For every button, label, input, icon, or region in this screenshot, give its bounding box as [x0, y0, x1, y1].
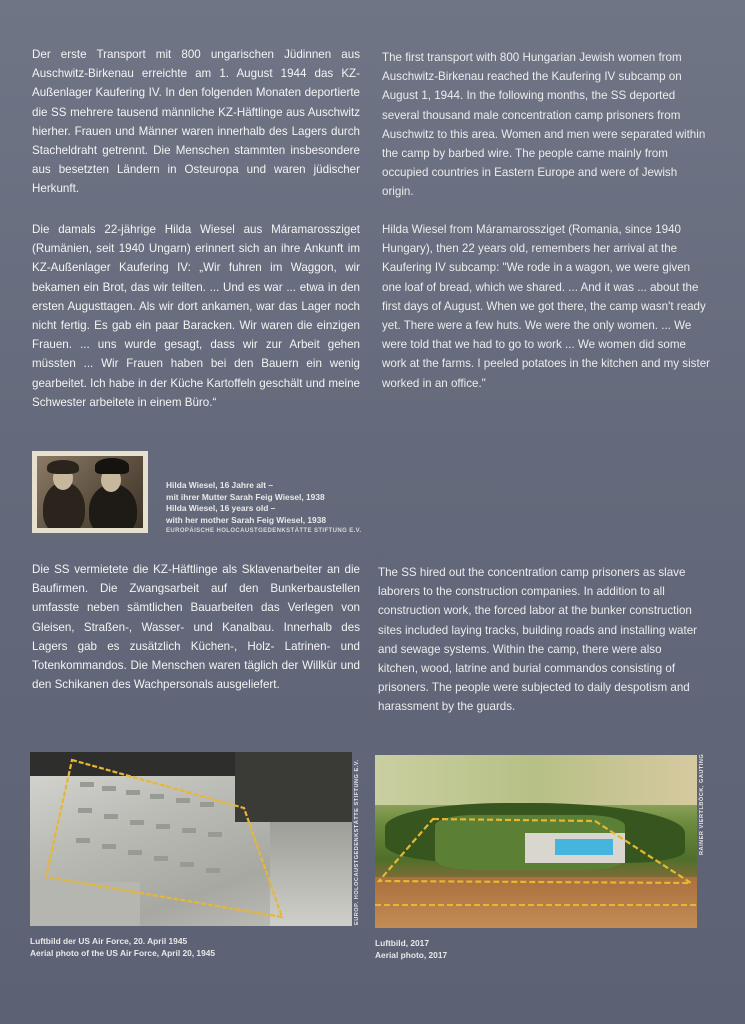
aerial-2017-credit: RAINER VIERTLBÖCK, GAUTING	[699, 753, 705, 855]
forced-labor-text-german: Die SS vermietete die KZ-Häftlinge als Sklavenarbeiter an die Baufirmen. Die Zwangsarbeit auf den Bunkerbaustellen umfasste neben sämtlichen Bauarbeiten das Verlegen von Gleisen, Straßen-, Wasser- und Kanalbau. Innerhalb des Lagers gab es zusätzlich Küchen-, Holz- Latrinen- und Totenkommandos. Die Menschen waren täglich der Willkür und den Schikanen des Wachpersonals ausgeliefert.	[32, 563, 360, 692]
testimony-text-german: Die damals 22-jährige Hilda Wiesel aus Máramarossziget (Rumänien, seit 1940 Ungarn) erinnert sich an ihre Ankunft im KZ-Außenlager Kaufering IV: „Wir fuhren im Waggon, wir bekamen ein Brot, das wir teilten. ... Und es war ... etwa in den ersten Augusttagen. Als wir dort ankamen, war das Lager noch nicht fertig. Es gab ein paar Baracken. Wir waren die einzigen Frauen. ... uns wurde gesagt, dass wir zur Arbeit gehen müssten ... Wir Frauen haben bei den Bauern ein wenig gearbeitet. Ich habe in der Küche Kartoffeln geschält und meine Schwester arbeitete in einem Büro.“	[32, 223, 360, 409]
aerial-1945-credit: EUROP. HOLOCAUSTGEDENKSTÄTTE STIFTUNG E.V.	[354, 759, 360, 925]
portrait-caption-en-line1: Hilda Wiesel, 16 years old –	[166, 503, 276, 514]
testimony-text-english: Hilda Wiesel from Máramarossziget (Romania, since 1940 Hungary), then 22 years old, remembers her arrival at the Kaufering IV subcamp: "We rode in a wagon, we were given one loaf of bread, which we shared. ... And it was ... about the first days of August. When we got there, the camp wasn't ready yet. There were a few huts. We were the only women. ... We were told that we had to go to work ... We women did some work at the farms. I peeled potatoes in the kitchen and my sister worked in an office."	[382, 223, 711, 390]
aerial-2017-caption-en: Aerial photo, 2017	[375, 949, 448, 960]
aerial-1945-caption-de: Luftbild der US Air Force, 20. April 1945	[30, 936, 188, 946]
aerial-photo-2017	[375, 755, 697, 928]
portrait-credit: EUROPÄISCHE HOLOCAUSTGEDENKSTÄTTE STIFTUNG E.V.	[166, 528, 362, 535]
forced-labor-text-english: The SS hired out the concentration camp prisoners as slave laborers to the construction companies. In addition to all construction work, the forced labor at the bunker construction sites included laying tracks, building roads and installing water and sewage systems. Within the camp, there were also kitchen, wood, latrine and burial commandos consisting of prisoners. The people were subjected to daily despotism and harassment by the guards.	[378, 566, 698, 714]
intro-text-english: The first transport with 800 Hungarian Jewish women from Auschwitz-Birkenau reached the Kaufering IV subcamp on August 1, 1944. In the following months, the SS deported several thousand male concentration camp prisoners from Auschwitz to this area. Women and men were separated within the camp by barbed wire. The people came mainly from occupied countries in Eastern Europe and were of Jewish origin.	[382, 51, 706, 199]
aerial-2017-caption-de: Luftbild, 2017	[375, 938, 429, 948]
portrait-caption-de-line1: Hilda Wiesel, 16 Jahre alt –	[166, 480, 273, 490]
intro-text-german: Der erste Transport mit 800 ungarischen Jüdinnen aus Auschwitz-Birkenau erreichte am 1. August 1944 das KZ-Außenlager Kaufering IV. In den folgenden Monaten deportierte die SS mehrere tausend männliche KZ-Häftlinge aus Auschwitz hierher. Frauen und Männer waren innerhalb des Lagers durch Stacheldraht getrennt. Die Menschen stammten insbesondere aus besetzten Ländern in Osteuropa und waren jüdischer Herkunft.	[32, 48, 360, 196]
portrait-caption-en-line2: with her mother Sarah Feig Wiesel, 1938	[166, 514, 327, 525]
portrait-image	[37, 456, 143, 528]
aerial-1945-caption-en: Aerial photo of the US Air Force, April 20, 1945	[30, 947, 216, 958]
aerial-photo-1945	[30, 752, 352, 926]
portrait-photo	[32, 451, 148, 533]
camp-outline-1945	[30, 752, 352, 926]
camp-outline-2017	[375, 755, 697, 928]
portrait-caption	[166, 480, 386, 538]
aerial-2017-caption	[375, 938, 695, 961]
portrait-caption-de-line2: mit ihrer Mutter Sarah Feig Wiesel, 1938	[166, 491, 325, 502]
aerial-1945-caption	[30, 936, 350, 959]
